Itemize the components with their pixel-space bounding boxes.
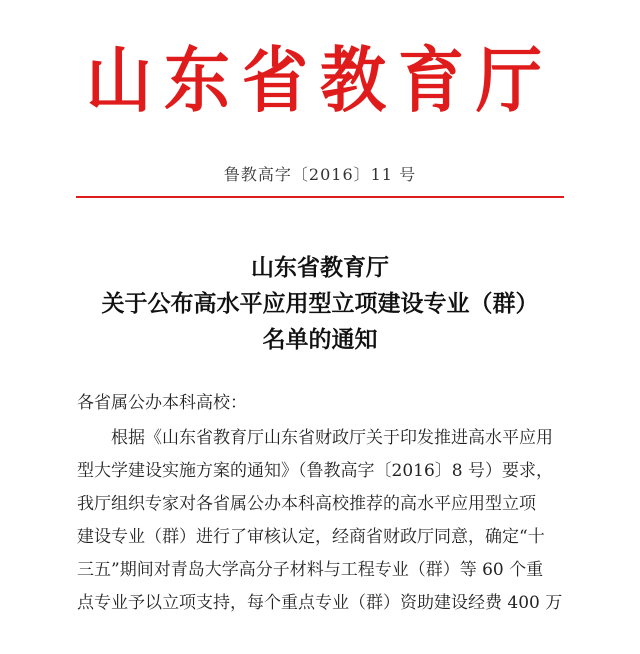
body-line: 我厅组织专家对各省属公办本科高校推荐的高水平应用型立项 [77,494,536,514]
notice-title-line: 山东省教育厅 [251,254,389,281]
body-line: 点专业予以立项支持，每个重点专业（群）资助建设经费 400 万 [77,593,563,613]
document-number: 鲁教高字〔2016〕11 号 [223,165,417,184]
salutation: 各省属公办本科高校： [77,393,247,413]
body-line: 型大学建设实施方案的通知》（鲁教高字〔2016〕8 号）要求， [77,461,553,481]
agency-header-title: 山东省教育厅 [86,38,554,123]
body-line: 根据《山东省教育厅山东省财政厅关于印发推进高水平应用 [111,428,553,448]
red-divider-line [76,196,564,198]
body-line: 建设专业（群）进行了审核认定，经商省财政厅同意，确定“十 [77,527,545,547]
notice-title-line: 名单的通知 [262,326,378,353]
notice-body [77,422,569,620]
notice-title [0,250,640,358]
notice-title-line: 关于公布高水平应用型立项建设专业（群） [101,290,539,317]
body-line: 三五”期间对青岛大学高分子材料与工程专业（群）等 60 个重 [77,560,544,580]
